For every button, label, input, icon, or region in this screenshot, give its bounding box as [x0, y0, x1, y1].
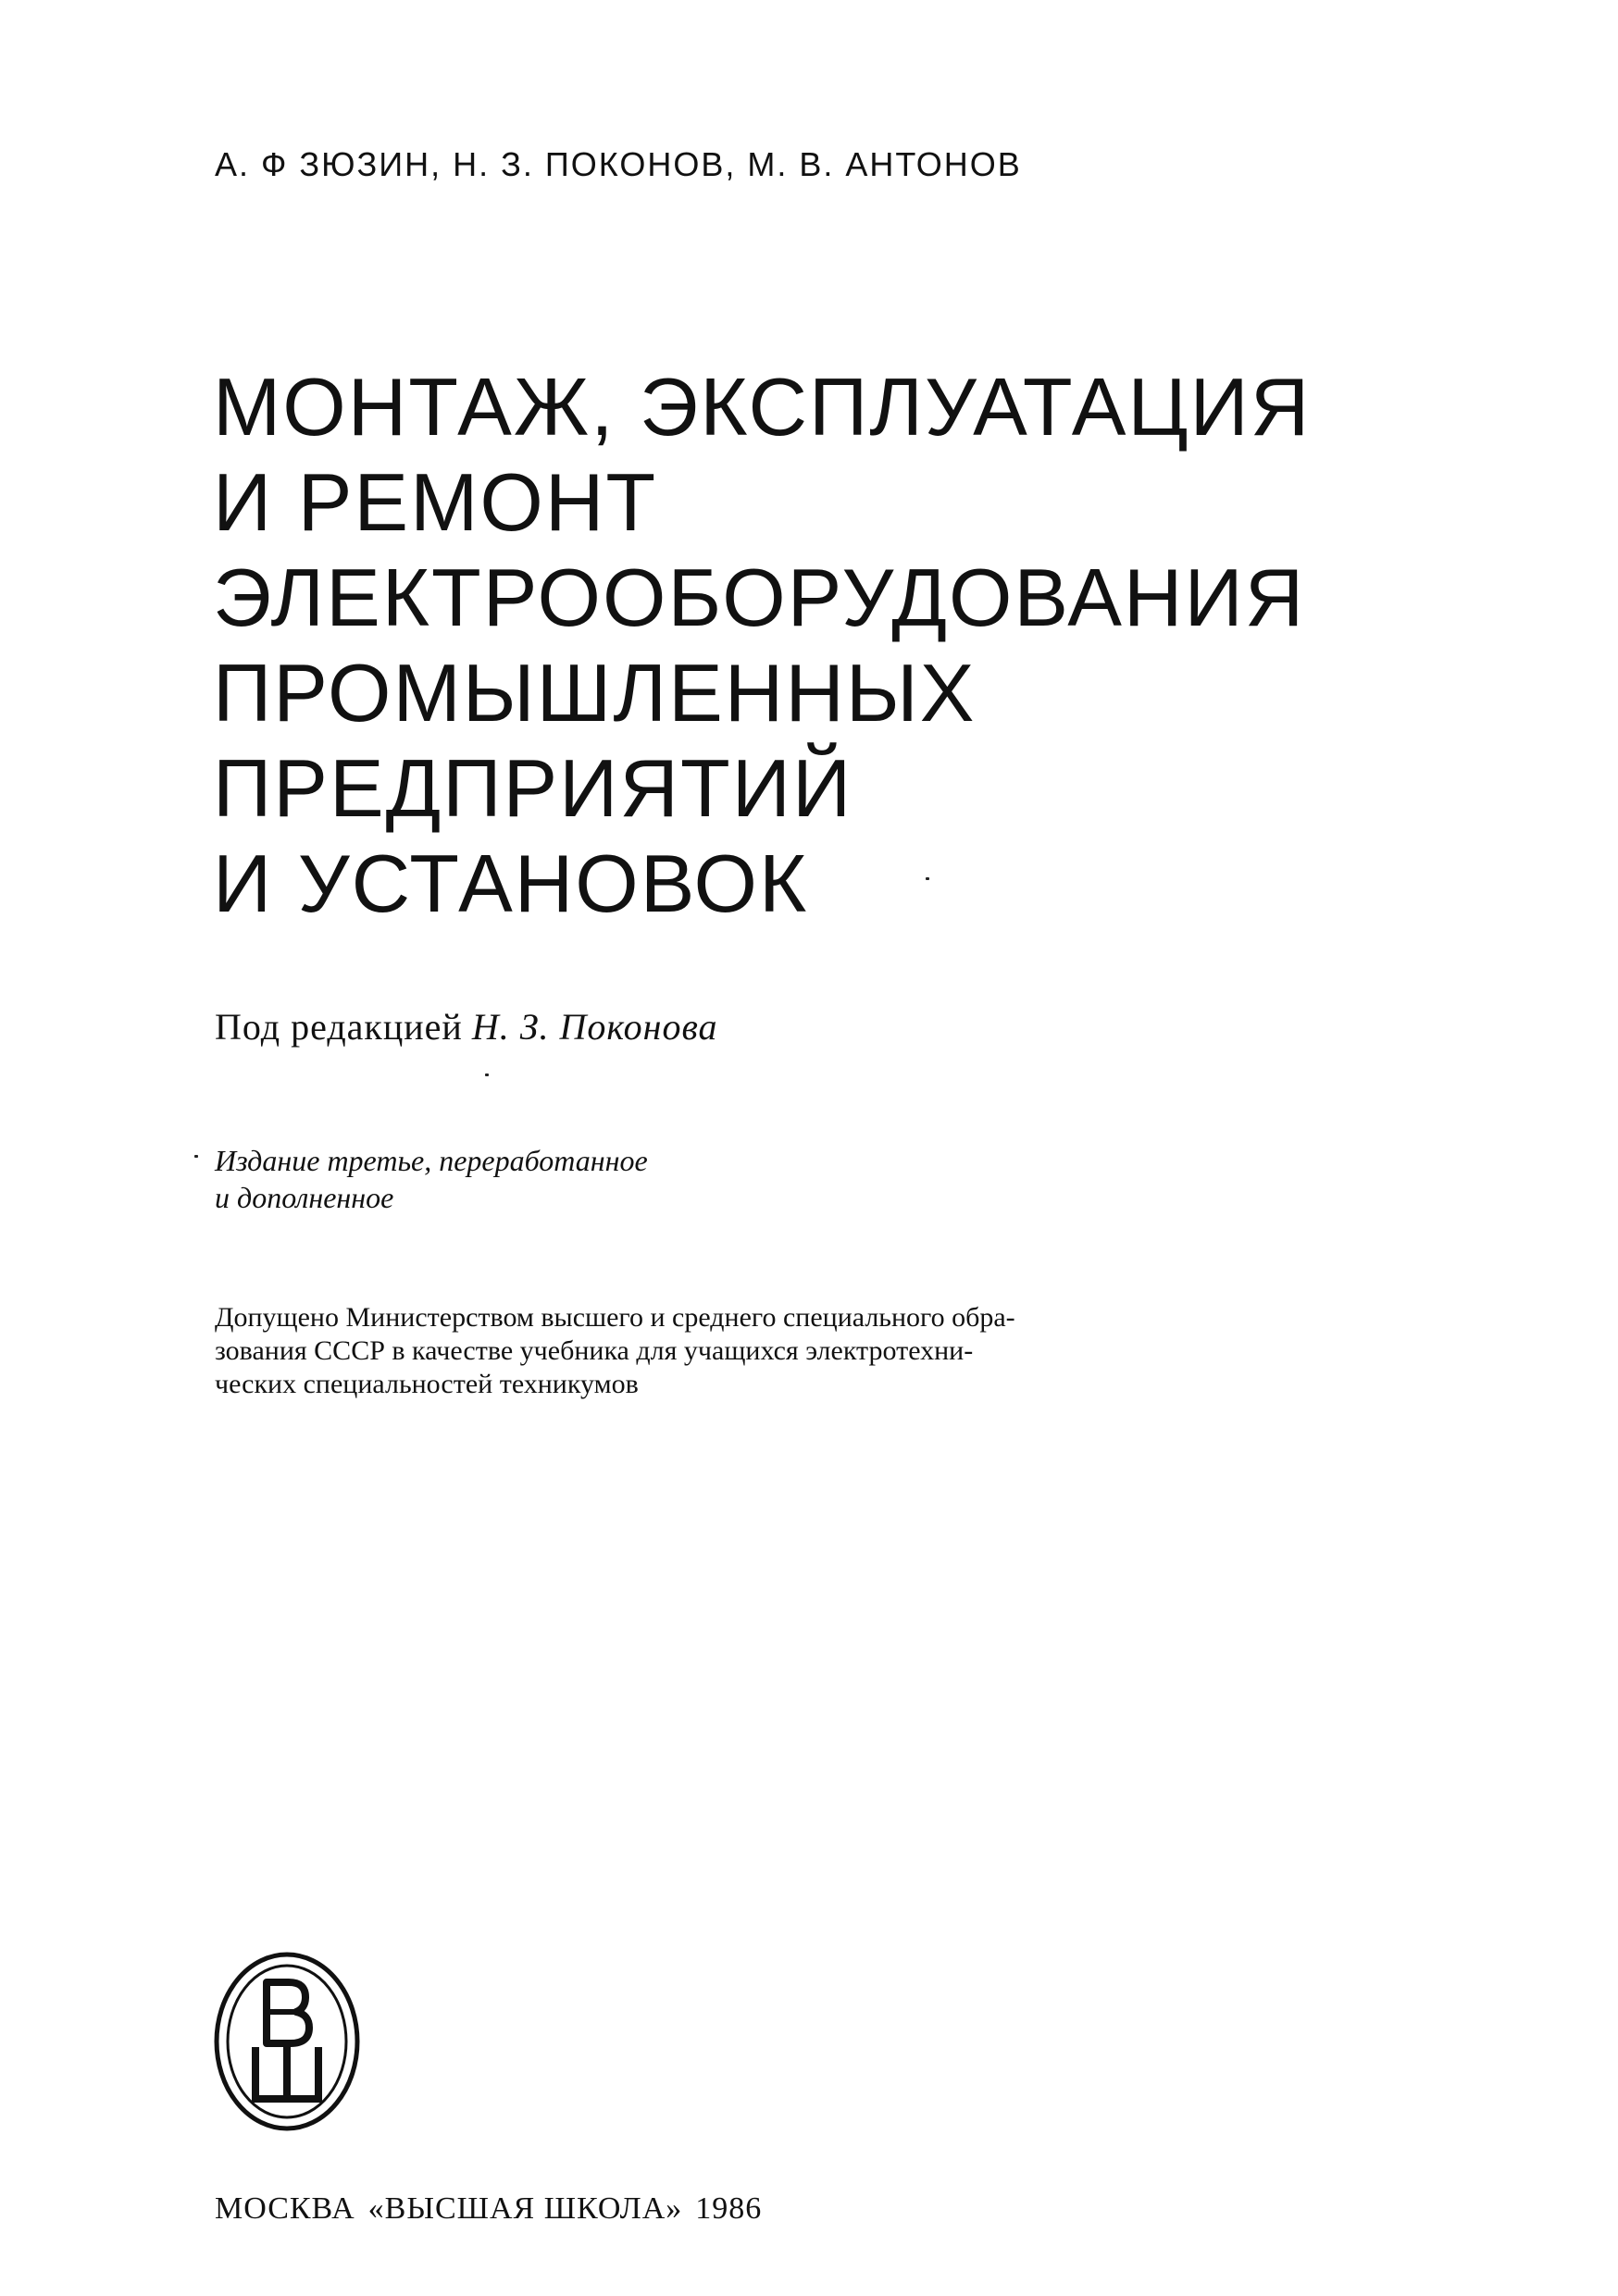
edition-line: Издание третье, переработанное [215, 1144, 648, 1177]
imprint-year: 1986 [695, 2191, 763, 2226]
title-line: ПРОМЫШЛЕННЫХ [213, 647, 977, 738]
edition-note [215, 1142, 648, 1216]
editor-line [215, 1005, 718, 1049]
scan-speck [194, 1155, 198, 1158]
approval-note [215, 1301, 1233, 1401]
book-title [213, 359, 1311, 931]
title-line: И РЕМОНТ [213, 456, 658, 548]
imprint-line [215, 2190, 762, 2228]
approval-line: Допущено Министерством высшего и среднего специального обра- [215, 1302, 1015, 1333]
editor-name: Н. З. Поконова [471, 1006, 718, 1048]
imprint-publisher: «ВЫСШАЯ ШКОЛА» [367, 2191, 683, 2226]
vysshaya-shkola-logo-icon [213, 1951, 361, 2132]
approval-line: зования СССР в качестве учебника для учащихся электротехни- [215, 1335, 974, 1366]
title-line: ЭЛЕКТРООБОРУДОВАНИЯ [213, 552, 1306, 643]
title-line: МОНТАЖ, ЭКСПЛУАТАЦИЯ [213, 361, 1312, 453]
title-line: ПРЕДПРИЯТИЙ [213, 742, 853, 834]
edition-line: и дополненное [215, 1181, 394, 1214]
editor-prefix: Под редакцией [215, 1006, 463, 1048]
approval-line: ческих специальностей техникумов [215, 1369, 639, 1399]
title-line: И УСТАНОВОК [213, 838, 809, 929]
imprint-city: МОСКВА [215, 2191, 355, 2226]
scan-speck [926, 877, 929, 880]
authors-line: А. Ф ЗЮЗИН, Н. З. ПОКОНОВ, М. В. АНТОНОВ [215, 145, 1022, 183]
scan-speck [485, 1074, 489, 1076]
